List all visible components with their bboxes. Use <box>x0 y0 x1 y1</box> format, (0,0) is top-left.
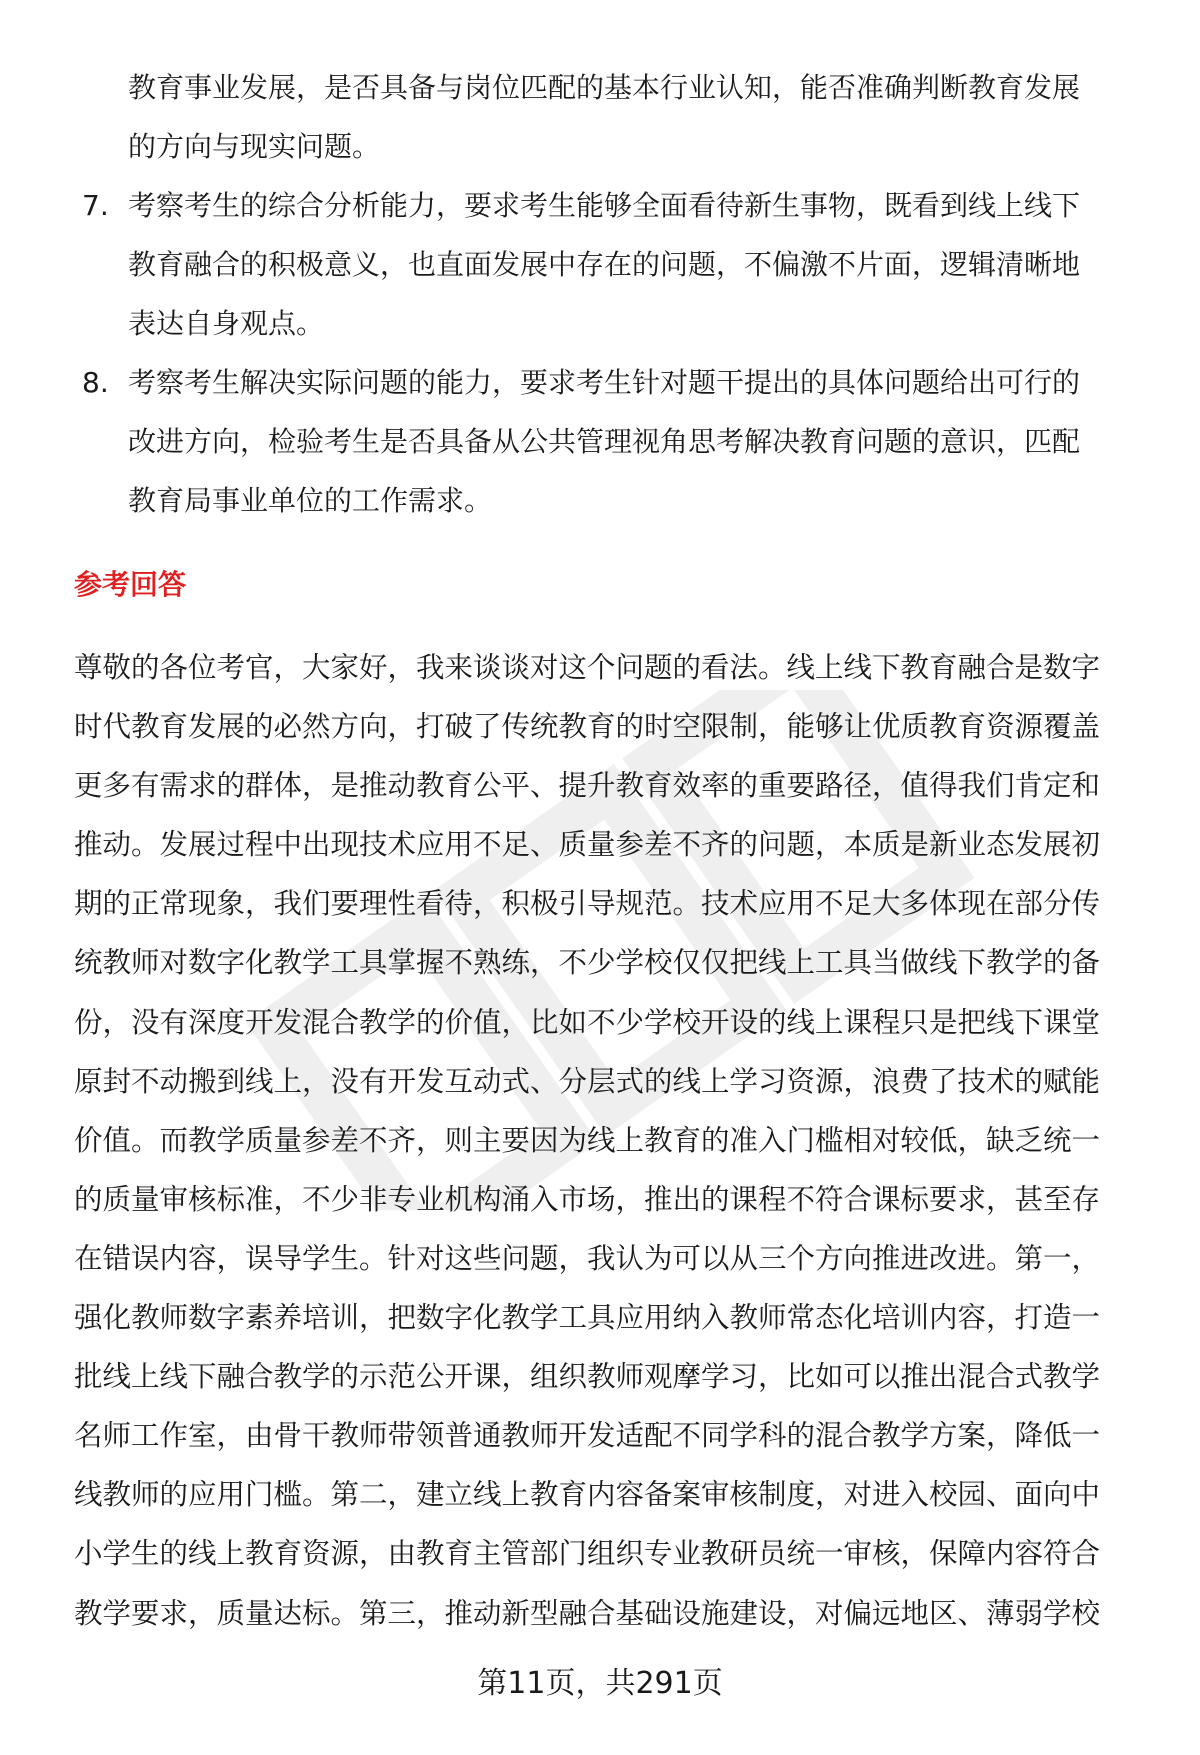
text-line: 份，没有深度开发混合教学的价值，比如不少学校开设的线上课程只是把线下课堂 <box>74 1005 1101 1039</box>
text-line: 教育融合的积极意义，也直面发展中存在的问题，不偏激不片面，逻辑清晰地 <box>128 248 1081 281</box>
text-line: 批线上线下融合教学的示范公开课，组织教师观摩学习，比如可以推出混合式教学 <box>74 1360 1101 1394</box>
text-line: 更多有需求的群体，是推动教育公平、提升教育效率的重要路径，值得我们肯定和 <box>74 769 1101 803</box>
list-item-8 <box>74 353 1154 530</box>
text-line: 时代教育发展的必然方向，打破了传统教育的时空限制，能够让优质教育资源覆盖 <box>74 710 1101 744</box>
list-number: 8. <box>82 366 109 399</box>
criteria-list <box>74 58 1154 530</box>
text-line: 考察考生的综合分析能力，要求考生能够全面看待新生事物，既看到线上线下 <box>128 189 1081 222</box>
text-line: 价值。而教学质量参差不齐，则主要因为线上教育的准入门槛相对较低，缺乏统一 <box>74 1123 1101 1157</box>
reference-answer-heading: 参考回答 <box>74 568 187 601</box>
text-line: 名师工作室，由骨干教师带领普通教师开发适配不同学科的混合教学方案，降低一 <box>74 1419 1101 1453</box>
answer-paragraph <box>74 638 1154 1643</box>
text-line: 教育局事业单位的工作需求。 <box>128 484 493 517</box>
list-item-continuation <box>74 58 1154 176</box>
text-line: 教育事业发展，是否具备与岗位匹配的基本行业认知，能否准确判断教育发展 <box>128 71 1081 104</box>
text-line: 在错误内容，误导学生。针对这些问题，我认为可以从三个方向推进改进。第一， <box>74 1241 1101 1275</box>
page-number-footer: 第11页，共291页 <box>477 1666 723 1701</box>
text-line: 线教师的应用门槛。第二，建立线上教育内容备案审核制度，对进入校园、面向中 <box>74 1478 1101 1512</box>
text-line: 的方向与现实问题。 <box>128 130 381 163</box>
text-line: 原封不动搬到线上，没有开发互动式、分层式的线上学习资源，浪费了技术的赋能 <box>74 1064 1101 1098</box>
list-item-7 <box>74 176 1154 353</box>
text-line: 表达自身观点。 <box>128 307 325 340</box>
text-line: 考察考生解决实际问题的能力，要求考生针对题干提出的具体问题给出可行的 <box>128 366 1081 399</box>
text-line: 小学生的线上教育资源，由教育主管部门组织专业教研员统一审核，保障内容符合 <box>74 1537 1101 1571</box>
text-line: 推动。发展过程中出现技术应用不足、质量参差不齐的问题，本质是新业态发展初 <box>74 828 1101 862</box>
text-line: 期的正常现象，我们要理性看待，积极引导规范。技术应用不足大多体现在部分传 <box>74 887 1101 921</box>
text-line: 的质量审核标准，不少非专业机构涌入市场，推出的课程不符合课标要求，甚至存 <box>74 1182 1101 1216</box>
text-line: 改进方向，检验考生是否具备从公共管理视角思考解决教育问题的意识，匹配 <box>128 425 1081 458</box>
text-line: 尊敬的各位考官，大家好，我来谈谈对这个问题的看法。线上线下教育融合是数字 <box>74 651 1101 684</box>
text-line: 教学要求，质量达标。第三，推动新型融合基础设施建设，对偏远地区、薄弱学校 <box>74 1596 1101 1630</box>
text-line: 强化教师数字素养培训，把数字化教学工具应用纳入教师常态化培训内容，打造一 <box>74 1301 1101 1335</box>
text-line: 统教师对数字化教学工具掌握不熟练，不少学校仅仅把线上工具当做线下教学的备 <box>74 946 1101 980</box>
list-number: 7. <box>82 189 109 222</box>
